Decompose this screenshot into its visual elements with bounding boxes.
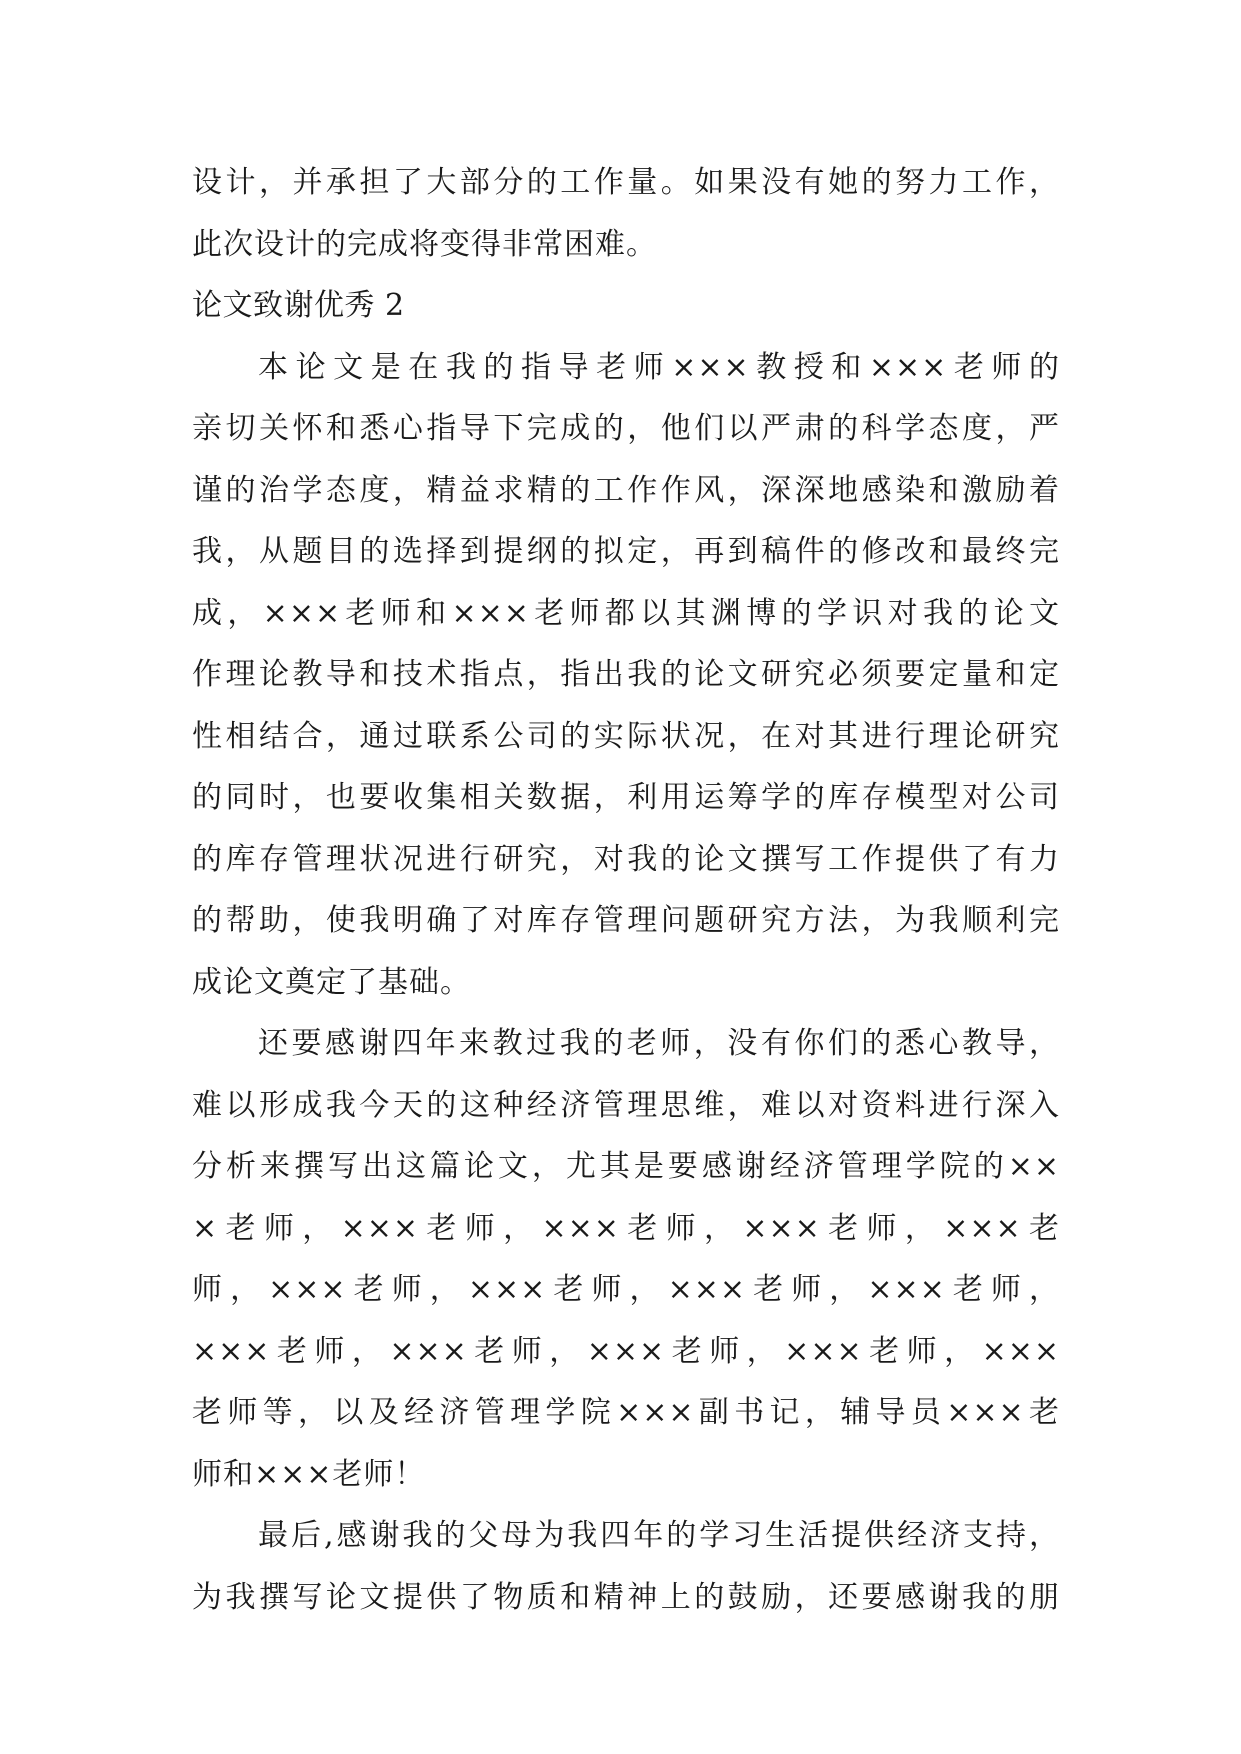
text-line: 分析来撰写出这篇论文，尤其是要感谢经济管理学院的×× bbox=[192, 1149, 1060, 1184]
text-line: 最后,感谢我的父母为我四年的学习生活提供经济支持， bbox=[258, 1518, 1060, 1553]
text-line: 作理论教导和技术指点，指出我的论文研究必须要定量和定 bbox=[192, 657, 1060, 692]
text-line: ×老师，×××老师，×××老师，×××老师，×××老 bbox=[192, 1210, 1060, 1246]
text-line: 成，×××老师和×××老师都以其渊博的学识对我的论文 bbox=[192, 595, 1060, 631]
section-heading: 论文致谢优秀 2 bbox=[192, 288, 405, 323]
text-line: 师，×××老师，×××老师，×××老师，×××老师， bbox=[192, 1272, 1060, 1307]
text-line: 我，从题目的选择到提纲的拟定，再到稿件的修改和最终完 bbox=[192, 534, 1060, 569]
text-line: 的库存管理状况进行研究，对我的论文撰写工作提供了有力 bbox=[192, 841, 1060, 877]
text-line: 成论文奠定了基础。 bbox=[192, 964, 471, 1000]
text-line: 谨的治学态度，精益求精的工作作风，深深地感染和激励着 bbox=[192, 472, 1060, 508]
text-line: 此次设计的完成将变得非常困难。 bbox=[192, 226, 657, 262]
text-line: 难以形成我今天的这种经济管理思维，难以对资料进行深入 bbox=[192, 1087, 1060, 1123]
text-line: 还要感谢四年来教过我的老师，没有你们的悉心教导， bbox=[258, 1026, 1060, 1061]
text-line: 本论文是在我的指导老师×××教授和×××老师的 bbox=[258, 349, 1060, 385]
text-line: 性相结合，通过联系公司的实际状况，在对其进行理论研究 bbox=[192, 718, 1060, 754]
text-line: ×××老师，×××老师，×××老师，×××老师，××× bbox=[192, 1333, 1060, 1369]
text-line: 设计，并承担了大部分的工作量。如果没有她的努力工作， bbox=[192, 165, 1060, 200]
text-line: 为我撰写论文提供了物质和精神上的鼓励，还要感谢我的朋 bbox=[192, 1579, 1060, 1615]
text-line: 老师等，以及经济管理学院×××副书记，辅导员×××老 bbox=[192, 1395, 1060, 1430]
text-line: 师和×××老师！ bbox=[192, 1456, 426, 1492]
text-line: 的同时，也要收集相关数据，利用运筹学的库存模型对公司 bbox=[192, 780, 1060, 815]
text-line: 亲切关怀和悉心指导下完成的，他们以严肃的科学态度，严 bbox=[192, 411, 1060, 446]
text-line: 的帮助，使我明确了对库存管理问题研究方法，为我顺利完 bbox=[192, 903, 1060, 938]
document-page bbox=[192, 152, 1060, 1628]
